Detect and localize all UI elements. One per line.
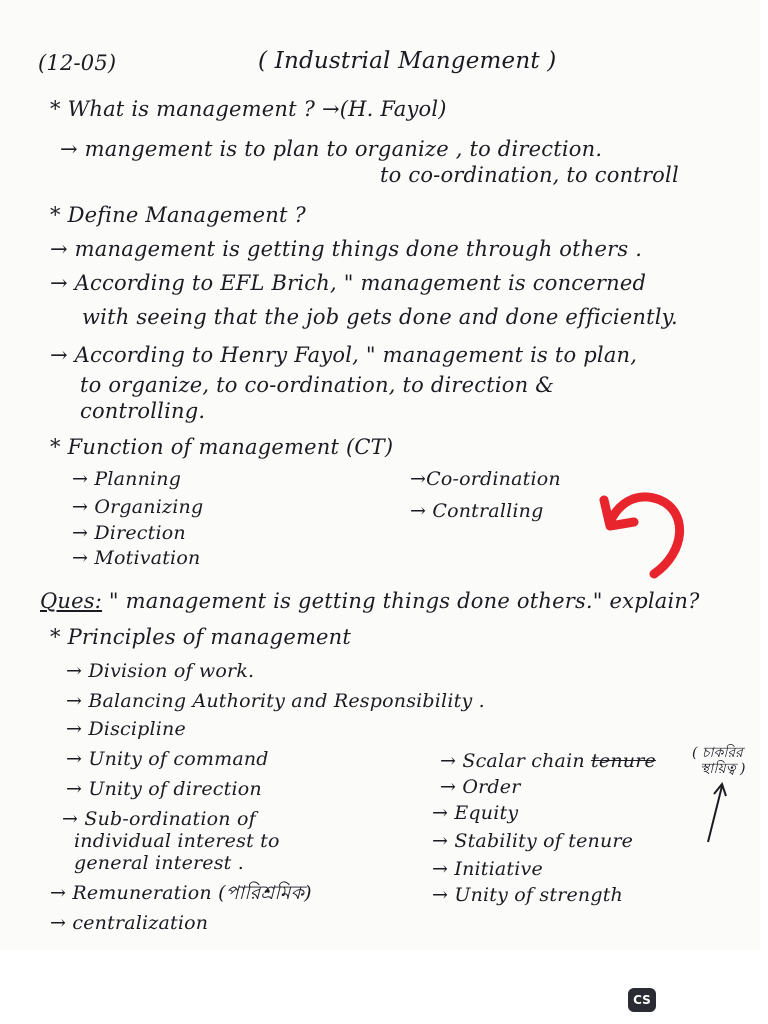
- definition-line: to organize, to co-ordination, to direction &: [80, 373, 555, 397]
- principle-item: → centralization: [50, 912, 209, 934]
- function-item: →Co-ordination: [410, 468, 561, 490]
- scanner-badge: CS: [628, 988, 656, 1012]
- principle-item-continued: individual interest to: [74, 830, 280, 852]
- principle-item: → Equity: [432, 802, 519, 824]
- ques-label: Ques:: [40, 589, 103, 613]
- ques-text: " management is getting things done others." explain?: [108, 589, 700, 613]
- curved-arrow-icon: [596, 482, 702, 588]
- note-date: (12-05): [38, 51, 117, 75]
- bengali-note: ( চাকরির: [692, 745, 743, 761]
- principle-item: → Unity of direction: [66, 778, 262, 800]
- function-item: → Planning: [72, 468, 182, 490]
- definition-line: with seeing that the job gets done and done efficiently.: [82, 305, 678, 329]
- principle-item: → Unity of strength: [432, 884, 623, 906]
- up-arrow-icon: [700, 780, 730, 846]
- principle-item: → Remuneration (পারিশ্রমিক): [50, 882, 312, 904]
- struck-out-word: tenure: [591, 750, 656, 772]
- principle-item: → Balancing Authority and Responsibility .: [66, 690, 485, 712]
- definition-line: → mangement is to plan to organize , to direction.: [60, 137, 603, 161]
- function-item: → Contralling: [410, 500, 544, 522]
- function-item: → Organizing: [72, 496, 204, 518]
- definition-line: to co-ordination, to controll: [380, 163, 679, 187]
- question-line: [40, 588, 700, 614]
- bengali-note: স্থায়িত্ব ): [700, 761, 746, 777]
- principle-item: → Order: [440, 776, 521, 798]
- principle-item: → Sub-ordination of: [62, 808, 256, 830]
- question-define-management: * Define Management ?: [50, 203, 306, 227]
- principle-item-continued: general interest .: [74, 852, 244, 874]
- definition-line: controlling.: [80, 399, 206, 423]
- definition-line: → According to EFL Brich, " management is concerned: [50, 271, 647, 295]
- definition-line: → management is getting things done through others .: [50, 237, 643, 261]
- function-item: → Direction: [72, 522, 186, 544]
- question-function-of-management: * Function of management (CT): [50, 435, 394, 459]
- definition-line: → According to Henry Fayol, " management is to plan,: [50, 343, 638, 367]
- principle-item: → Division of work.: [66, 660, 255, 682]
- question-what-is-management: * What is management ? →(H. Fayol): [50, 97, 447, 121]
- principle-item: → Initiative: [432, 858, 543, 880]
- principle-item: → Stability of tenure: [432, 830, 634, 852]
- principle-item: → Discipline: [66, 718, 186, 740]
- function-item: → Motivation: [72, 547, 201, 569]
- principle-item: [440, 748, 656, 774]
- question-principles: * Principles of management: [50, 625, 352, 649]
- principle-item: → Unity of command: [66, 748, 269, 770]
- page-title: ( Industrial Mangement ): [258, 48, 557, 74]
- principle-scalar-chain: → Scalar chain: [440, 750, 585, 772]
